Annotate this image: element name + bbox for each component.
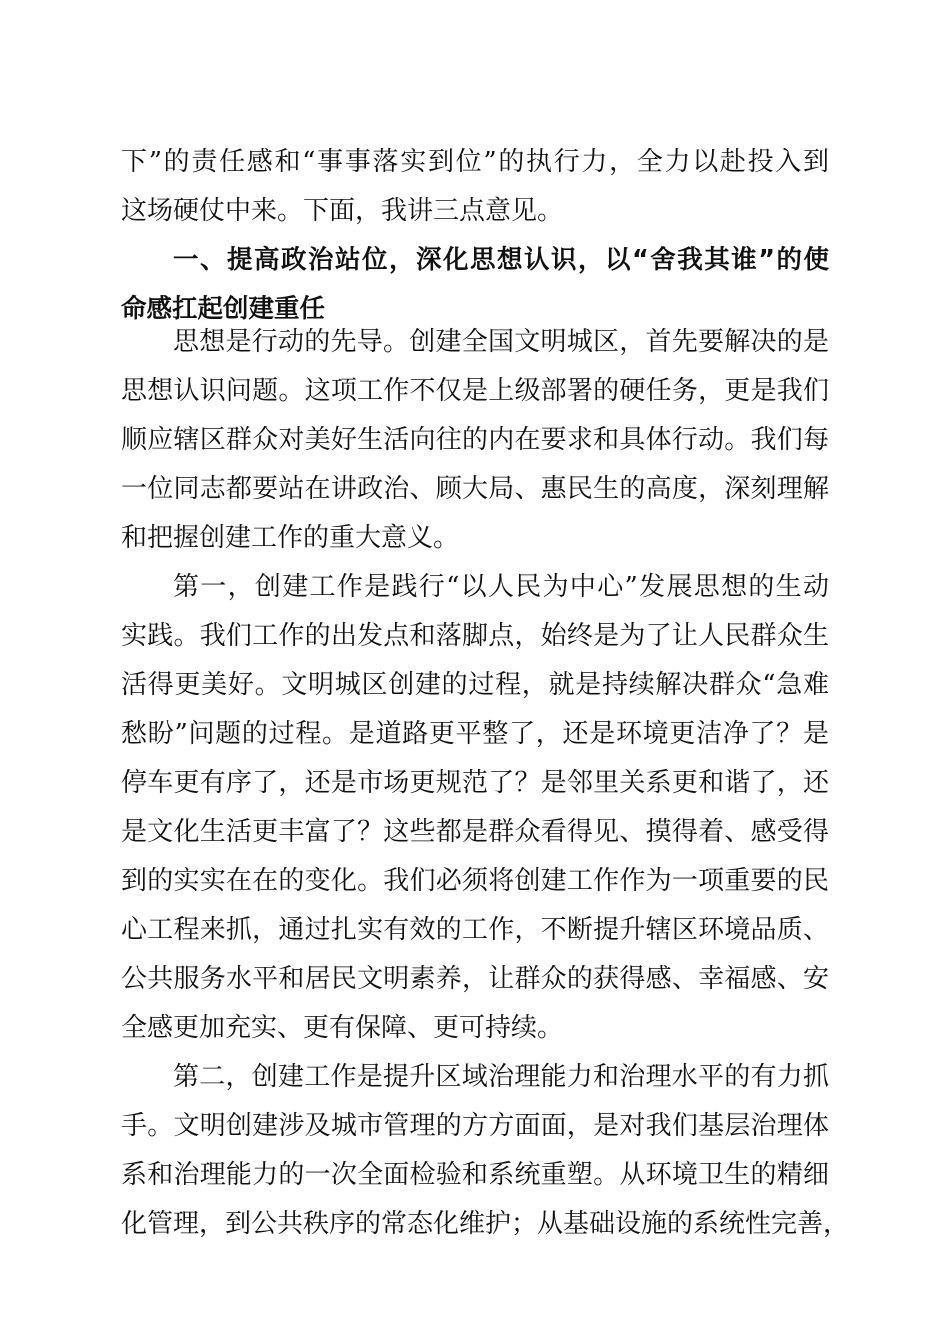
text-line: 和把握创建工作的重大意义。: [121, 523, 460, 553]
text-line: 第一，创建工作是践行“以人民为中心”发展思想的生动: [173, 572, 829, 602]
text-line: 心工程来抓，通过扎实有效的工作，不断提升辖区环境品质、: [121, 915, 829, 945]
text-line: 系和治理能力的一次全面检验和系统重塑。从环境卫生的精细: [121, 1160, 829, 1190]
text-line: 思想认识问题。这项工作不仅是上级部署的硬任务，更是我们: [121, 376, 829, 406]
text-line: 到的实实在在的变化。我们必须将创建工作作为一项重要的民: [121, 866, 829, 896]
section-heading: 命感扛起创建重任: [121, 294, 326, 324]
text-line: 停车更有序了，还是市场更规范了？是邻里关系更和谐了，还: [121, 768, 829, 798]
text-line: 手。文明创建涉及城市管理的方方面面，是对我们基层治理体: [121, 1111, 829, 1141]
text-line: 一位同志都要站在讲政治、顾大局、惠民生的高度，深刻理解: [121, 474, 829, 504]
text-line: 下”的责任感和“事事落实到位”的执行力，全力以赴投入到: [121, 147, 829, 177]
text-line: 全感更加充实、更有保障、更可持续。: [121, 1013, 564, 1043]
text-line: 化管理，到公共秩序的常态化维护；从基础设施的系统性完善，: [121, 1209, 850, 1239]
text-line: 思想是行动的先导。创建全国文明城区，首先要解决的是: [173, 327, 829, 357]
text-line: 这场硬仗中来。下面，我讲三点意见。: [121, 196, 564, 226]
text-line: 活得更美好。文明城区创建的过程，就是持续解决群众“急难: [121, 670, 829, 700]
section-heading: 一、提高政治站位，深化思想认识，以“舍我其谁”的使: [173, 245, 829, 275]
text-line: 实践。我们工作的出发点和落脚点，始终是为了让人民群众生: [121, 621, 829, 651]
text-line: 愁盼”问题的过程。是道路更平整了，还是环境更洁净了？是: [121, 719, 829, 749]
text-line: 第二，创建工作是提升区域治理能力和治理水平的有力抓: [173, 1062, 829, 1092]
text-line: 公共服务水平和居民文明素养，让群众的获得感、幸福感、安: [121, 964, 829, 994]
text-line: 顺应辖区群众对美好生活向往的内在要求和具体行动。我们每: [121, 425, 829, 455]
text-line: 是文化生活更丰富了？这些都是群众看得见、摸得着、感受得: [121, 817, 829, 847]
